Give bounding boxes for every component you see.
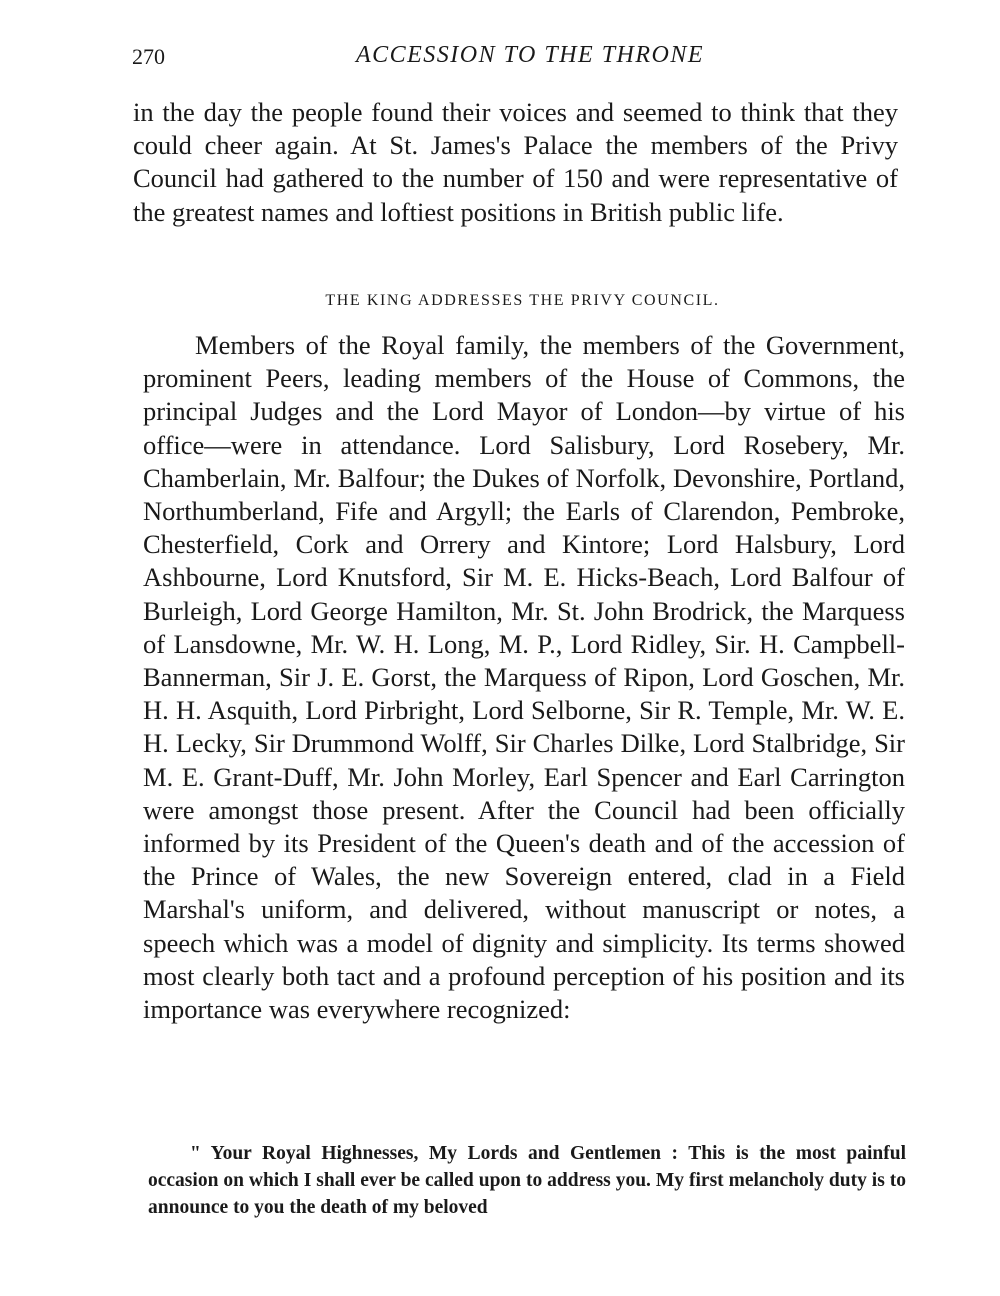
opening-paragraph: in the day the people found their voices and seemed to think that they could cheer again. At St. James's Palace the members of the Privy Council had gathered to the number of 150 and were representative of the greatest names and loftiest positions in British public life. [133, 97, 898, 227]
attendance-paragraph: Members of the Royal family, the members of the Government, prominent Peers, leading members of the House of Commons, the principal Judges and the Lord Mayor of London—by virtue of his office—were in attendance. Lord Salisbury, Lord Rosebery, Mr. Chamberlain, Mr. Balfour; the Dukes of Norfolk, Devonshire, Portland, Northumberland, Fife and Argyll; the Earls of Clarendon, Pembroke, Chesterfield, Cork and Orrery and Kintore; Lord Halsbury, Lord Ashbourne, Lord Knutsford, Sir M. E. Hicks-Beach, Lord Balfour of Burleigh, Lord George Hamilton, Mr. St. John Brodrick, the Marquess of Lansdowne, Mr. W. H. Long, M. P., Lord Ridley, Sir. H. Campbell-Bannerman, Sir J. E. Gorst, the Marquess of Ripon, Lord Goschen, Mr. H. H. Asquith, Lord Pirbright, Lord Selborne, Sir R. Temple, Mr. W. E. H. Lecky, Sir Drummond Wolff, Sir Charles Dilke, Lord Stalbridge, Sir M. E. Grant-Duff, Mr. John Morley, Earl Spencer and Earl Carrington were amongst those present. After the Council had been officially informed by its President of the Queen's death and of the accession of the Prince of Wales, the new Sovereign entered, clad in a Field Marshal's uniform, and delivered, without manuscript or notes, a speech which was a model of dignity and simplicity. Its terms showed most clearly both tact and a profound perception of his position and its importance was everywhere recognized: [143, 330, 905, 1025]
section-heading: THE KING ADDRESSES THE PRIVY COUNCIL. [325, 292, 720, 309]
running-head-title: ACCESSION TO THE THRONE [355, 42, 705, 68]
speech-quotation: " Your Royal Highnesses, My Lords and Gentlemen : This is the most painful occasion on which I shall ever be called upon to address you. My first melancholy duty is to announce to you the death of my beloved [148, 1143, 906, 1218]
page-number: 270 [132, 44, 165, 69]
